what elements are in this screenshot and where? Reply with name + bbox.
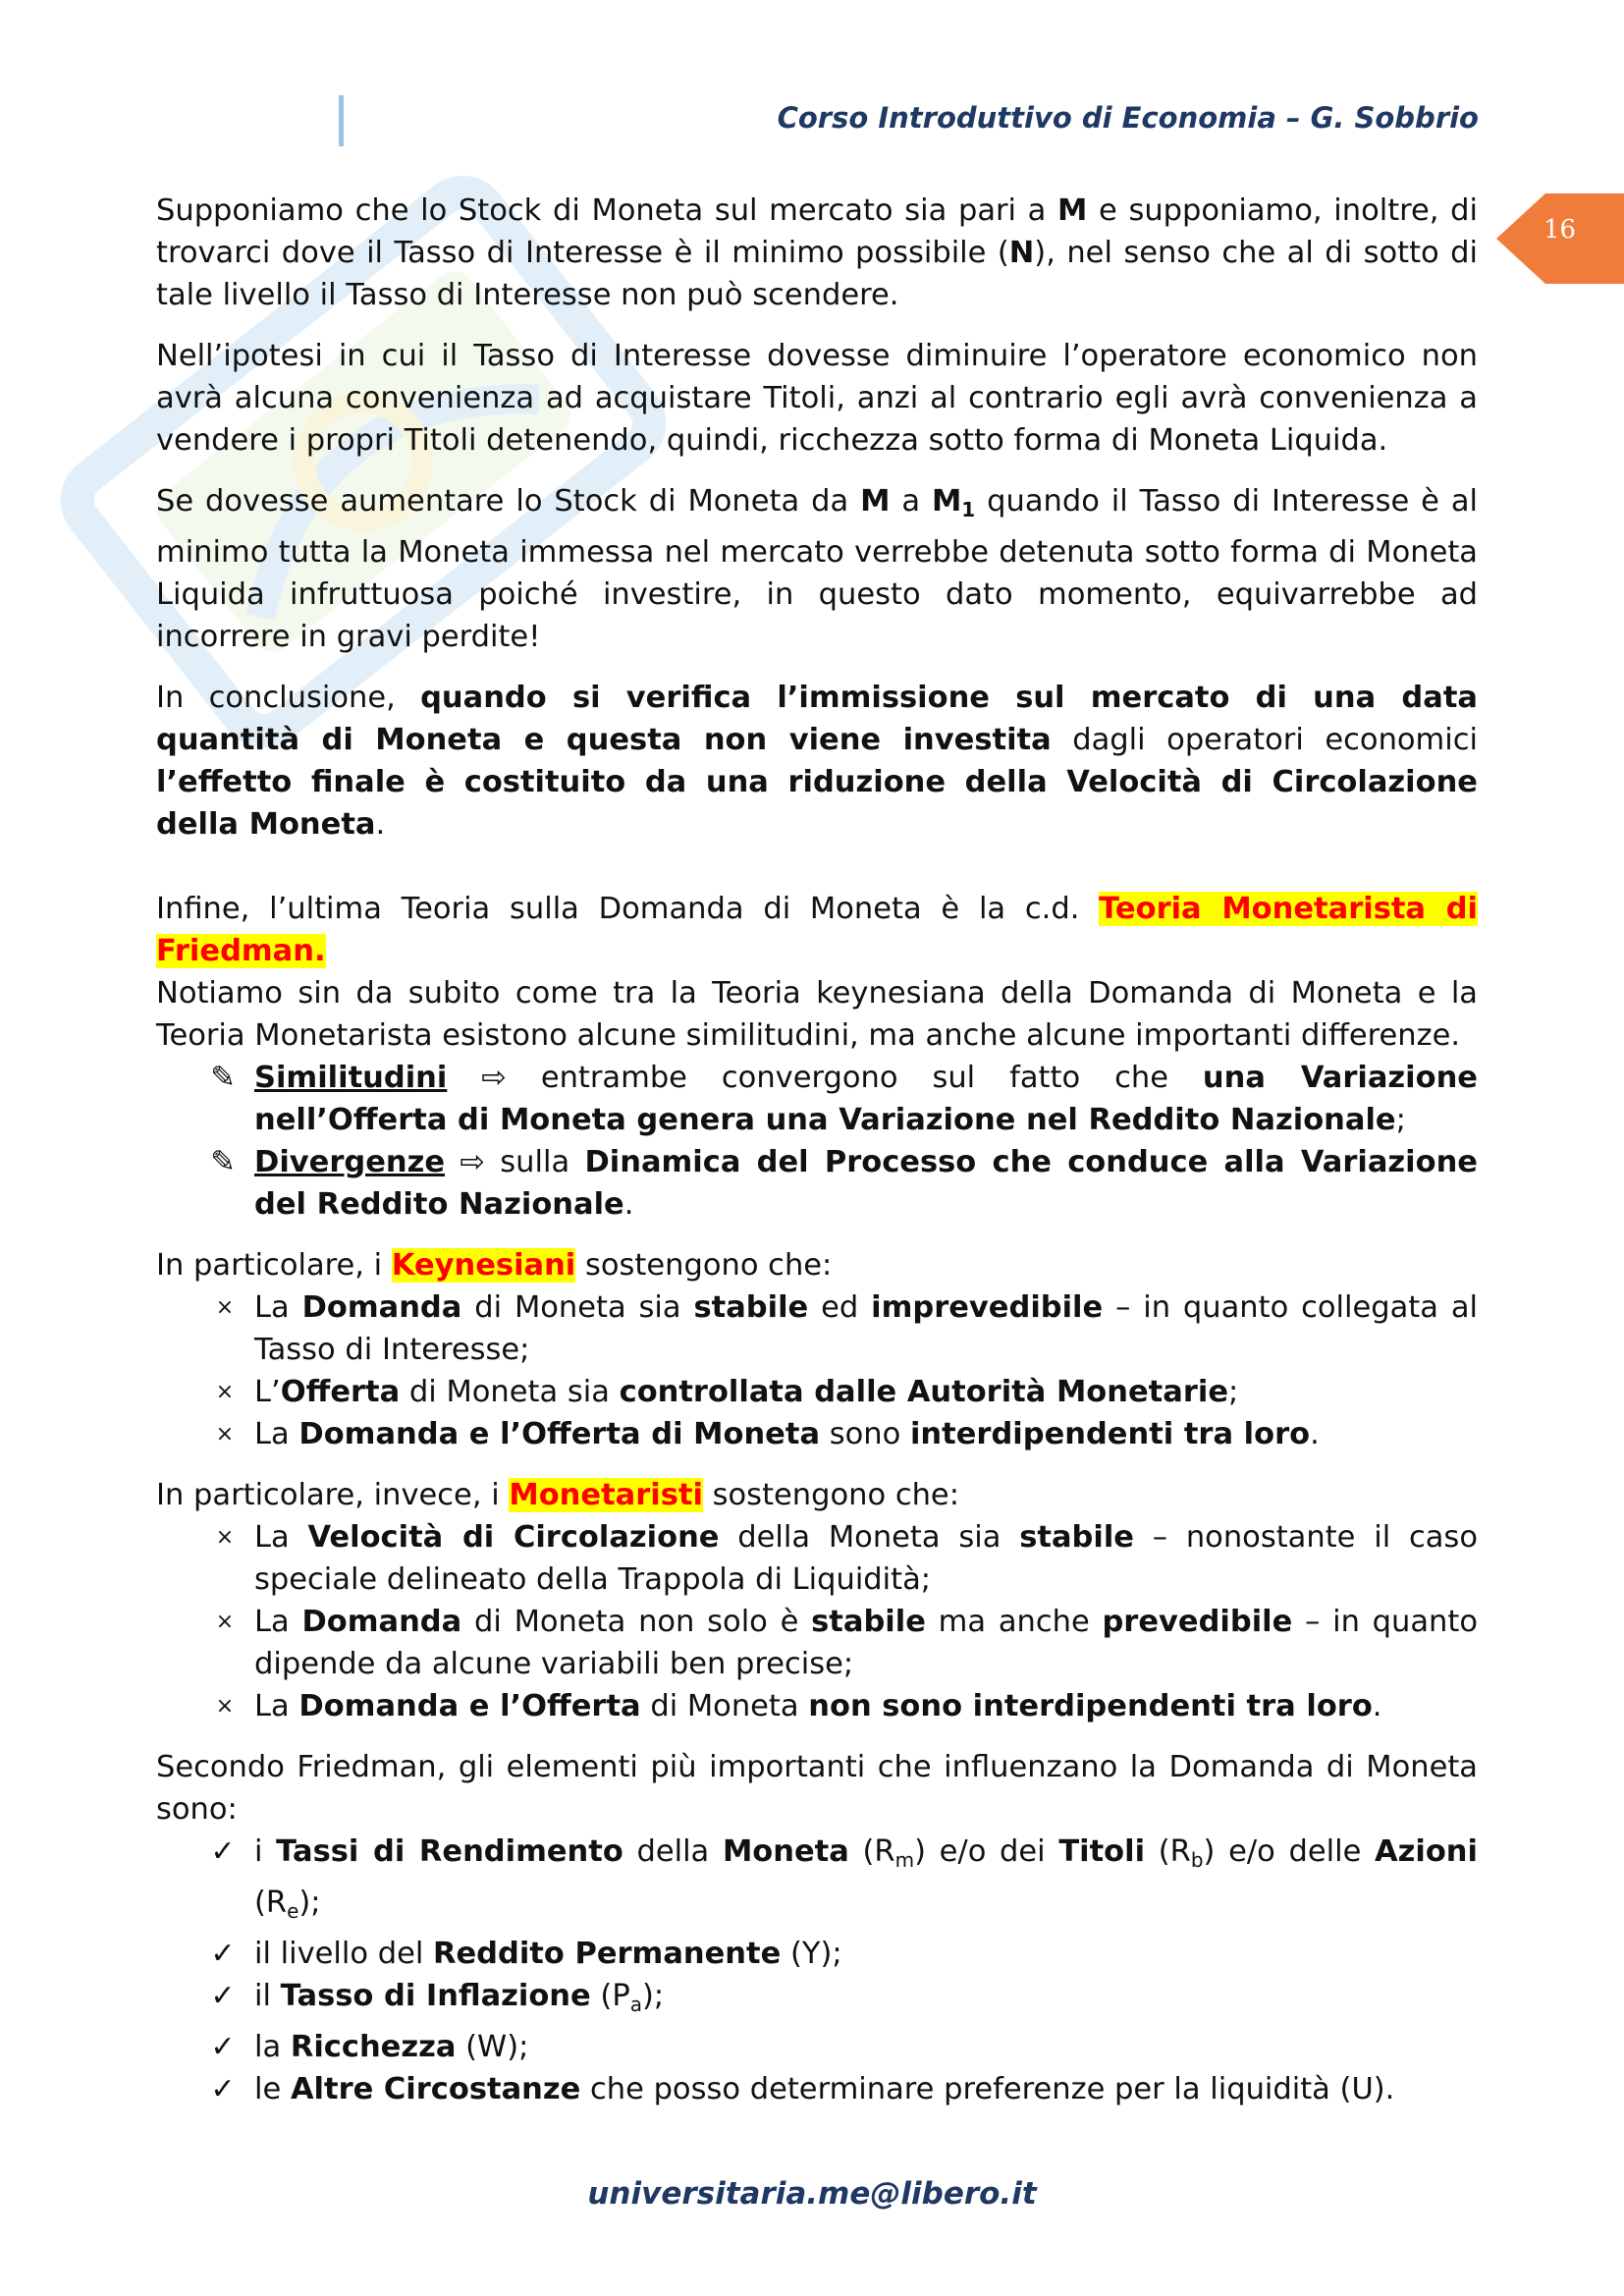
list-item: ✓ la Ricchezza (W); xyxy=(156,2026,1478,2068)
header-title: Corso Introduttivo di Economia – G. Sobbrio xyxy=(777,101,1479,135)
list-item: × La Domanda di Moneta sia stabile ed imprevedibile – in quanto collegata al Tasso di Interesse; xyxy=(156,1286,1478,1371)
list-item: ✓ i Tassi di Rendimento della Moneta $(R_m)$ e/o dei Titoli $(R_b)$ e/o delle Azioni $(R_e)$; xyxy=(156,1831,1478,1933)
keynesiani-intro: In particolare, i Keynesiani sostengono che: xyxy=(156,1248,833,1283)
cross-bullet-icon: × xyxy=(215,1525,235,1550)
highlight-monetaristi: Monetaristi xyxy=(509,1478,703,1512)
highlight-keynesiani: Keynesiani xyxy=(391,1248,576,1283)
cross-bullet-icon: × xyxy=(215,1610,235,1634)
keynesiani-list xyxy=(156,1286,1478,1455)
monetaristi-list xyxy=(156,1516,1478,1727)
page-body xyxy=(156,190,1478,2110)
arrow-right-icon: ⇨ xyxy=(481,1061,507,1095)
list-item: × La Domanda e l’Offerta di Moneta non sono interdipendenti tra loro. xyxy=(156,1685,1478,1727)
list-item: ✓ il livello del Reddito Permanente (Y); xyxy=(156,1933,1478,1975)
list-item: × L’Offerta di Moneta sia controllata dalle Autorità Monetarie; xyxy=(156,1371,1478,1413)
highlight-teoria-monetarista: Teoria Monetarista di Friedman. xyxy=(156,892,1478,968)
cross-bullet-icon: × xyxy=(215,1380,235,1404)
list-item: ✓ il Tasso di Inflazione $(P_a)$; xyxy=(156,1975,1478,2026)
cross-bullet-icon: × xyxy=(215,1295,235,1320)
paragraph-1: Supponiamo che lo Stock di Moneta sul mercato sia pari a M e supponiamo, inoltre, di trovarci dove il Tasso di Interesse è il minimo possibile (N), nel senso che al di sotto di tale livello il Tasso di Interesse non può scendere. xyxy=(156,193,1479,312)
pencil-icon: ✎ xyxy=(210,1061,236,1095)
page-number: 16 xyxy=(1543,215,1577,245)
list-item: × La Velocità di Circolazione della Moneta sia stabile – nonostante il caso speciale delineato della Trappola di Liquidità; xyxy=(156,1516,1478,1601)
check-icon: ✓ xyxy=(210,1834,236,1869)
list-item: ✓ le Altre Circostanze che posso determinare preferenze per la liquidità (U). xyxy=(156,2068,1478,2110)
header-divider xyxy=(339,95,344,146)
paragraph-3: Se dovesse aumentare lo Stock di Moneta da M a $M_1$ quando il Tasso di Interesse è al minimo tutta la Moneta immessa nel mercato verrebbe detenuta sotto forma di Moneta Liquida infruttuosa poiché investire, in questo dato momento, equivarrebbe ad incorrere in gravi perdite! xyxy=(156,484,1478,654)
pencil-icon: ✎ xyxy=(210,1145,236,1179)
list-item: × La Domanda e l’Offerta di Moneta sono interdipendenti tra loro. xyxy=(156,1413,1478,1455)
footer-email[interactable]: universitaria.me@libero.it xyxy=(587,2176,1037,2212)
paragraph-comparison-intro: Notiamo sin da subito come tra la Teoria keynesiana della Domanda di Moneta e la Teoria Monetarista esistono alcune similitudini, ma anche alcune importanti differenze. xyxy=(156,976,1478,1053)
check-icon: ✓ xyxy=(210,1937,236,1971)
list-item: ✎ Divergenze ⇨ sulla Dinamica del Processo che conduce alla Variazione del Reddito Nazionale. xyxy=(156,1141,1478,1226)
monetaristi-intro: In particolare, invece, i Monetaristi sostengono che: xyxy=(156,1478,959,1512)
paragraph-2: Nell’ipotesi in cui il Tasso di Interesse dovesse diminuire l’operatore economico non avrà alcuna convenienza ad acquistare Titoli, anzi al contrario egli avrà convenienza a vendere i propri Titoli detenendo, quindi, ricchezza sotto forma di Moneta Liquida. xyxy=(156,339,1478,458)
cross-bullet-icon: × xyxy=(215,1694,235,1719)
paragraph-conclusion: In conclusione, quando si verifica l’immissione sul mercato di una data quantità di Moneta e questa non viene investita dagli operatori economici l’effetto finale è costituito da una riduzione della Velocità di Circolazione della Moneta. xyxy=(156,681,1478,842)
check-icon: ✓ xyxy=(210,1979,236,2013)
cross-bullet-icon: × xyxy=(215,1422,235,1447)
list-item: ✎ Similitudini ⇨ entrambe convergono sul fatto che una Variazione nell’Offerta di Moneta genera una Variazione nel Reddito Nazionale; xyxy=(156,1057,1478,1141)
friedman-elements-intro: Secondo Friedman, gli elementi più importanti che influenzano la Domanda di Moneta sono: xyxy=(156,1750,1478,1827)
arrow-right-icon: ⇨ xyxy=(460,1145,485,1179)
friedman-elements-list xyxy=(156,1831,1478,2110)
paragraph-friedman-intro: Infine, l’ultima Teoria sulla Domanda di Moneta è la c.d. Teoria Monetarista di Friedman. xyxy=(156,892,1478,968)
comparison-list xyxy=(156,1057,1478,1226)
check-icon: ✓ xyxy=(210,2030,236,2064)
list-item: × La Domanda di Moneta non solo è stabile ma anche prevedibile – in quanto dipende da alcune variabili ben precise; xyxy=(156,1601,1478,1685)
check-icon: ✓ xyxy=(210,2072,236,2106)
